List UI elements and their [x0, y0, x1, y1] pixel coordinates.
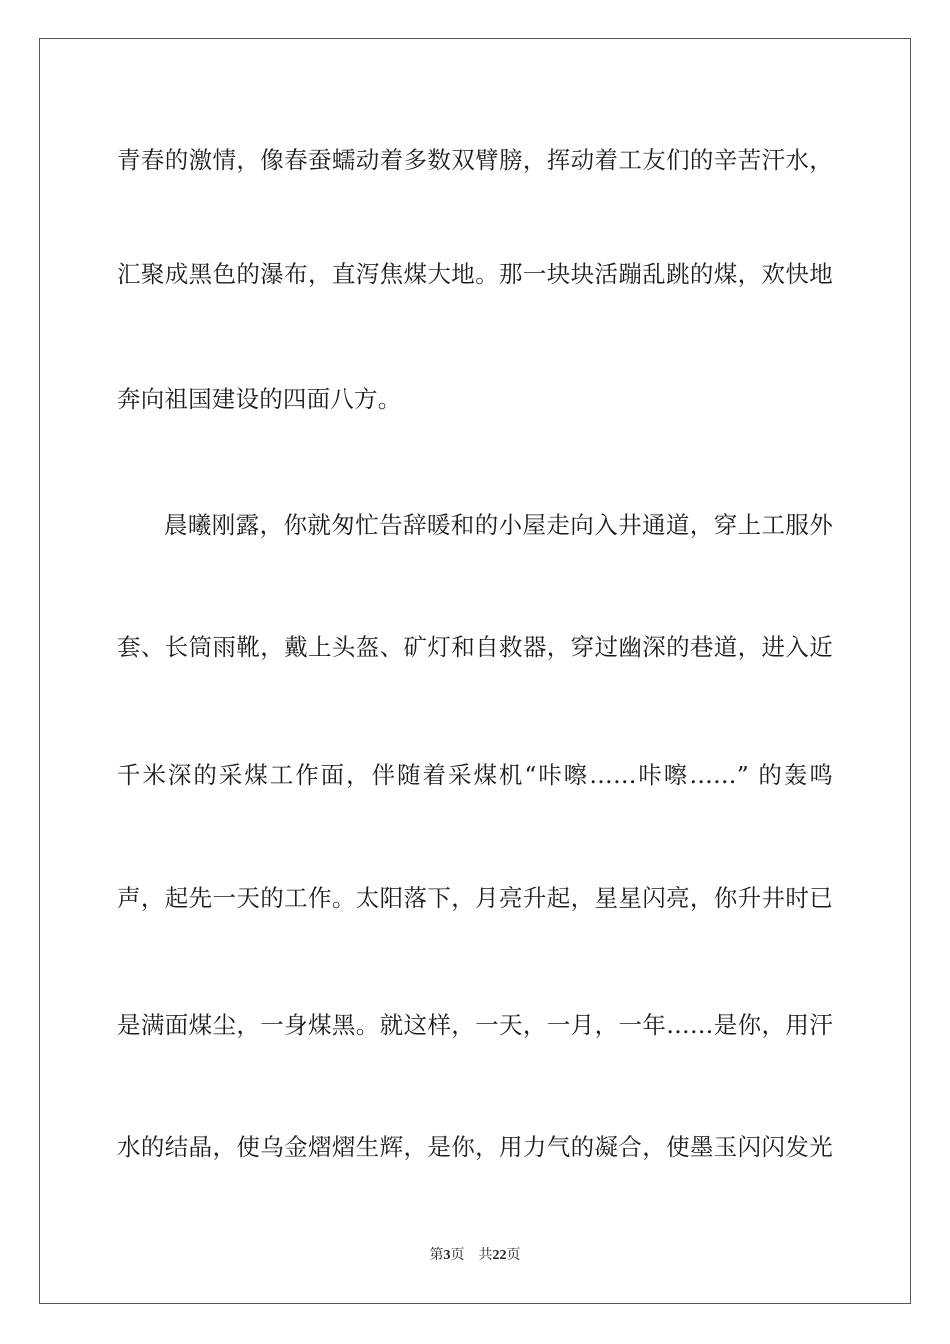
- page-number: 3: [443, 1248, 451, 1263]
- text-line-1: 青春的激情，像春蚕蠕动着多数双臂膀，挥动着工友们的辛苦汗水，: [117, 146, 833, 174]
- page-footer: [0, 1245, 950, 1266]
- total-prefix: 共: [478, 1247, 493, 1263]
- total-pages: 22: [492, 1248, 507, 1263]
- text-line-6: 千米深的采煤工作面，伴随着采煤机“咔嚓……咔嚓……” 的轰鸣: [117, 761, 833, 789]
- text-line-9: 水的结晶，使乌金熠熠生辉，是你，用力气的凝合，使墨玉闪闪发光: [117, 1133, 833, 1161]
- text-line-7: 声，起先一天的工作。太阳落下，月亮升起，星星闪亮，你升井时已: [117, 884, 833, 912]
- text-line-3: 奔向祖国建设的四面八方。: [117, 385, 402, 413]
- text-line-4: 晨曦刚露，你就匆忙告辞暖和的小屋走向入井通道，穿上工服外: [164, 511, 833, 539]
- text-line-5: 套、长筒雨靴，戴上头盔、矿灯和自救器，穿过幽深的巷道，进入近: [117, 633, 833, 661]
- text-line-8: 是满面煤尘，一身煤黑。就这样，一天，一月，一年……是你，用汗: [117, 1011, 833, 1039]
- page-prefix: 第: [429, 1247, 444, 1263]
- page-border: [39, 38, 911, 1304]
- total-suffix: 页: [506, 1247, 521, 1263]
- text-line-2: 汇聚成黑色的瀑布，直泻焦煤大地。那一块块活蹦乱跳的煤，欢快地: [117, 260, 833, 288]
- page-suffix: 页: [450, 1247, 465, 1263]
